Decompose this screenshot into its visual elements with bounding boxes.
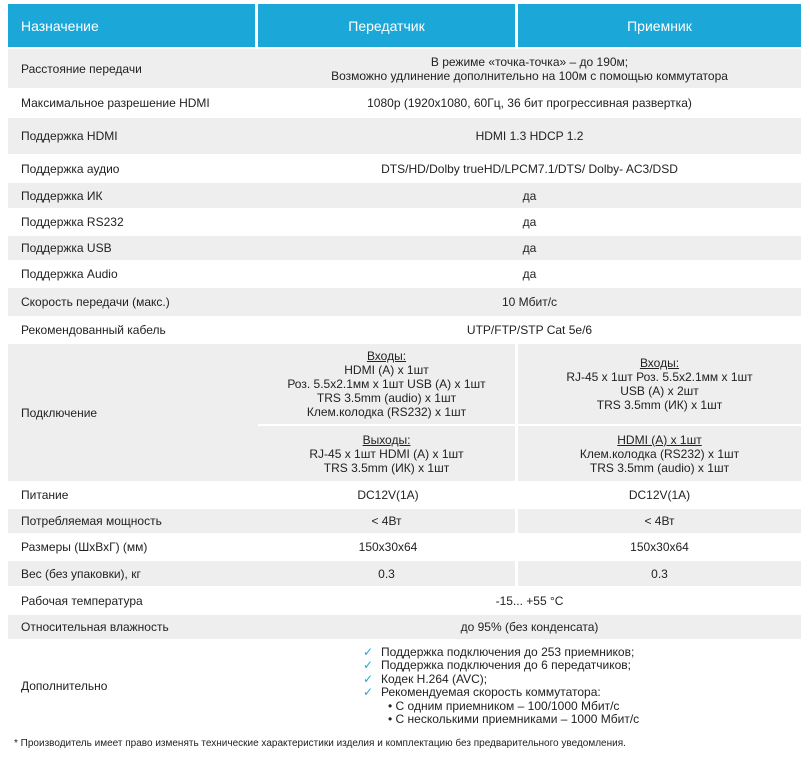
rx-value: 150x30x64 — [518, 535, 801, 561]
extra-item-text: Поддержка подключения до 253 приемников; — [381, 644, 635, 659]
extra-item-text: Поддержка подключения до 6 передатчиков; — [381, 658, 631, 672]
row-value: да — [258, 262, 801, 288]
header-row — [8, 4, 801, 49]
extra-item-text: Кодек H.264 (AVC); — [381, 671, 488, 686]
row-ir — [8, 183, 801, 210]
rx-outputs-title: HDMI (A) x 1шт — [617, 432, 702, 447]
check-icon: ✓ — [363, 658, 374, 672]
row-label: Относительная влажность — [8, 615, 258, 641]
row-label: Питание — [8, 483, 258, 509]
rx-value: 0.3 — [518, 561, 801, 588]
row-label: Вес (без упаковки), кг — [8, 561, 258, 588]
tx-outputs-title: Выходы: — [362, 432, 411, 447]
row-weight — [8, 561, 801, 588]
tx-value: 150x30x64 — [258, 535, 518, 561]
row-hdmi — [8, 118, 801, 156]
extra-item — [363, 646, 801, 660]
row-label: Поддержка USB — [8, 236, 258, 262]
tx-input-line: HDMI (A) x 1шт — [344, 363, 429, 377]
row-value: DTS/HD/Dolby trueHD/LPCM7.1/DTS/ Dolby- AC3/DSD — [258, 156, 801, 183]
tx-value: < 4Вт — [258, 509, 518, 535]
rx-inputs-cell — [518, 344, 801, 426]
row-rs232 — [8, 210, 801, 236]
row-label: Поддержка аудио — [8, 156, 258, 183]
footnote: * Производитель имеет право изменять технические характеристики изделия и комплектацию без предварительного уведомления. — [14, 738, 626, 749]
row-label: Размеры (ШхВхГ) (мм) — [8, 535, 258, 561]
row-label: Поддержка ИК — [8, 183, 258, 210]
tx-value: 0.3 — [258, 561, 518, 588]
rx-input-line: RJ-45 x 1шт Роз. 5.5x2.1мм x 1шт — [566, 370, 753, 384]
tx-outputs-cell — [258, 426, 518, 483]
header-receiver: Приемник — [518, 4, 801, 49]
row-speed — [8, 288, 801, 318]
check-icon: ✓ — [363, 671, 374, 686]
row-power — [8, 483, 801, 509]
tx-input-line: Клем.колодка (RS232) x 1шт — [306, 405, 467, 419]
extra-item — [363, 673, 801, 687]
row-size — [8, 535, 801, 561]
extra-sub-item: • С несколькими приемниками – 1000 Мбит/с — [388, 712, 640, 726]
row-cable — [8, 318, 801, 344]
tx-inputs-cell — [258, 344, 518, 426]
row-value: 10 Мбит/с — [258, 288, 801, 318]
row-connection-inputs — [8, 344, 801, 426]
row-label: Рабочая температура — [8, 588, 258, 615]
check-icon: ✓ — [363, 644, 374, 659]
tx-value: DC12V(1A) — [258, 483, 518, 509]
rx-value: DC12V(1A) — [518, 483, 801, 509]
spec-table — [8, 4, 801, 733]
extra-list — [258, 641, 801, 733]
header-purpose: Назначение — [8, 4, 258, 49]
row-label: Поддержка HDMI — [8, 118, 258, 156]
header-transmitter: Передатчик — [258, 4, 518, 49]
row-usb — [8, 236, 801, 262]
row-label: Поддержка RS232 — [8, 210, 258, 236]
row-audio2 — [8, 262, 801, 288]
extra-item-text: Рекомендуемая скорость коммутатора: — [381, 685, 601, 699]
row-temperature — [8, 588, 801, 615]
rx-inputs-title: Входы: — [639, 356, 680, 370]
row-audio — [8, 156, 801, 183]
rx-input-line: TRS 3.5mm (ИК) x 1шт — [596, 398, 723, 412]
distance-line-2: Возможно удлинение дополнительно на 100м с помощью коммутатора — [331, 68, 728, 83]
row-label: Рекомендованный кабель — [8, 318, 258, 344]
extra-item — [363, 659, 801, 673]
tx-input-line: Роз. 5.5x2.1мм x 1шт USB (A) x 1шт — [287, 377, 486, 391]
row-value: 1080p (1920x1080, 60Гц, 36 бит прогрессивная развертка) — [258, 90, 801, 118]
row-value: да — [258, 183, 801, 210]
extra-sub-item: • С одним приемником – 100/1000 Мбит/с — [388, 698, 620, 713]
row-label: Подключение — [8, 344, 258, 483]
rx-input-line: USB (A) x 2шт — [620, 384, 699, 398]
row-label: Максимальное разрешение HDMI — [8, 90, 258, 118]
tx-output-line: TRS 3.5mm (ИК) x 1шт — [323, 460, 450, 475]
check-icon: ✓ — [363, 685, 374, 699]
rx-output-line: TRS 3.5mm (audio) x 1шт — [589, 460, 730, 475]
row-value: да — [258, 210, 801, 236]
rx-value: < 4Вт — [518, 509, 801, 535]
rx-output-line: Клем.колодка (RS232) x 1шт — [579, 446, 740, 461]
row-value: -15... +55 °C — [258, 588, 801, 615]
row-distance — [8, 49, 801, 90]
rx-outputs-cell — [518, 426, 801, 483]
row-resolution — [8, 90, 801, 118]
row-humidity — [8, 615, 801, 641]
row-label: Потребляемая мощность — [8, 509, 258, 535]
extra-item — [363, 686, 801, 700]
row-consumption — [8, 509, 801, 535]
row-value: до 95% (без конденсата) — [258, 615, 801, 641]
row-extra — [8, 641, 801, 733]
row-label: Расстояние передачи — [8, 49, 258, 90]
row-label: Поддержка Audio — [8, 262, 258, 288]
tx-inputs-title: Входы: — [366, 349, 407, 363]
tx-output-line: RJ-45 x 1шт HDMI (A) x 1шт — [309, 446, 464, 461]
row-value — [258, 49, 801, 90]
row-value: HDMI 1.3 HDCP 1.2 — [258, 118, 801, 156]
tx-input-line: TRS 3.5mm (audio) x 1шт — [316, 391, 457, 405]
row-label: Скорость передачи (макс.) — [8, 288, 258, 318]
distance-line-1: В режиме «точка-точка» – до 190м; — [430, 54, 629, 69]
row-label: Дополнительно — [8, 641, 258, 733]
row-value: да — [258, 236, 801, 262]
row-value: UTP/FTP/STP Cat 5e/6 — [258, 318, 801, 344]
